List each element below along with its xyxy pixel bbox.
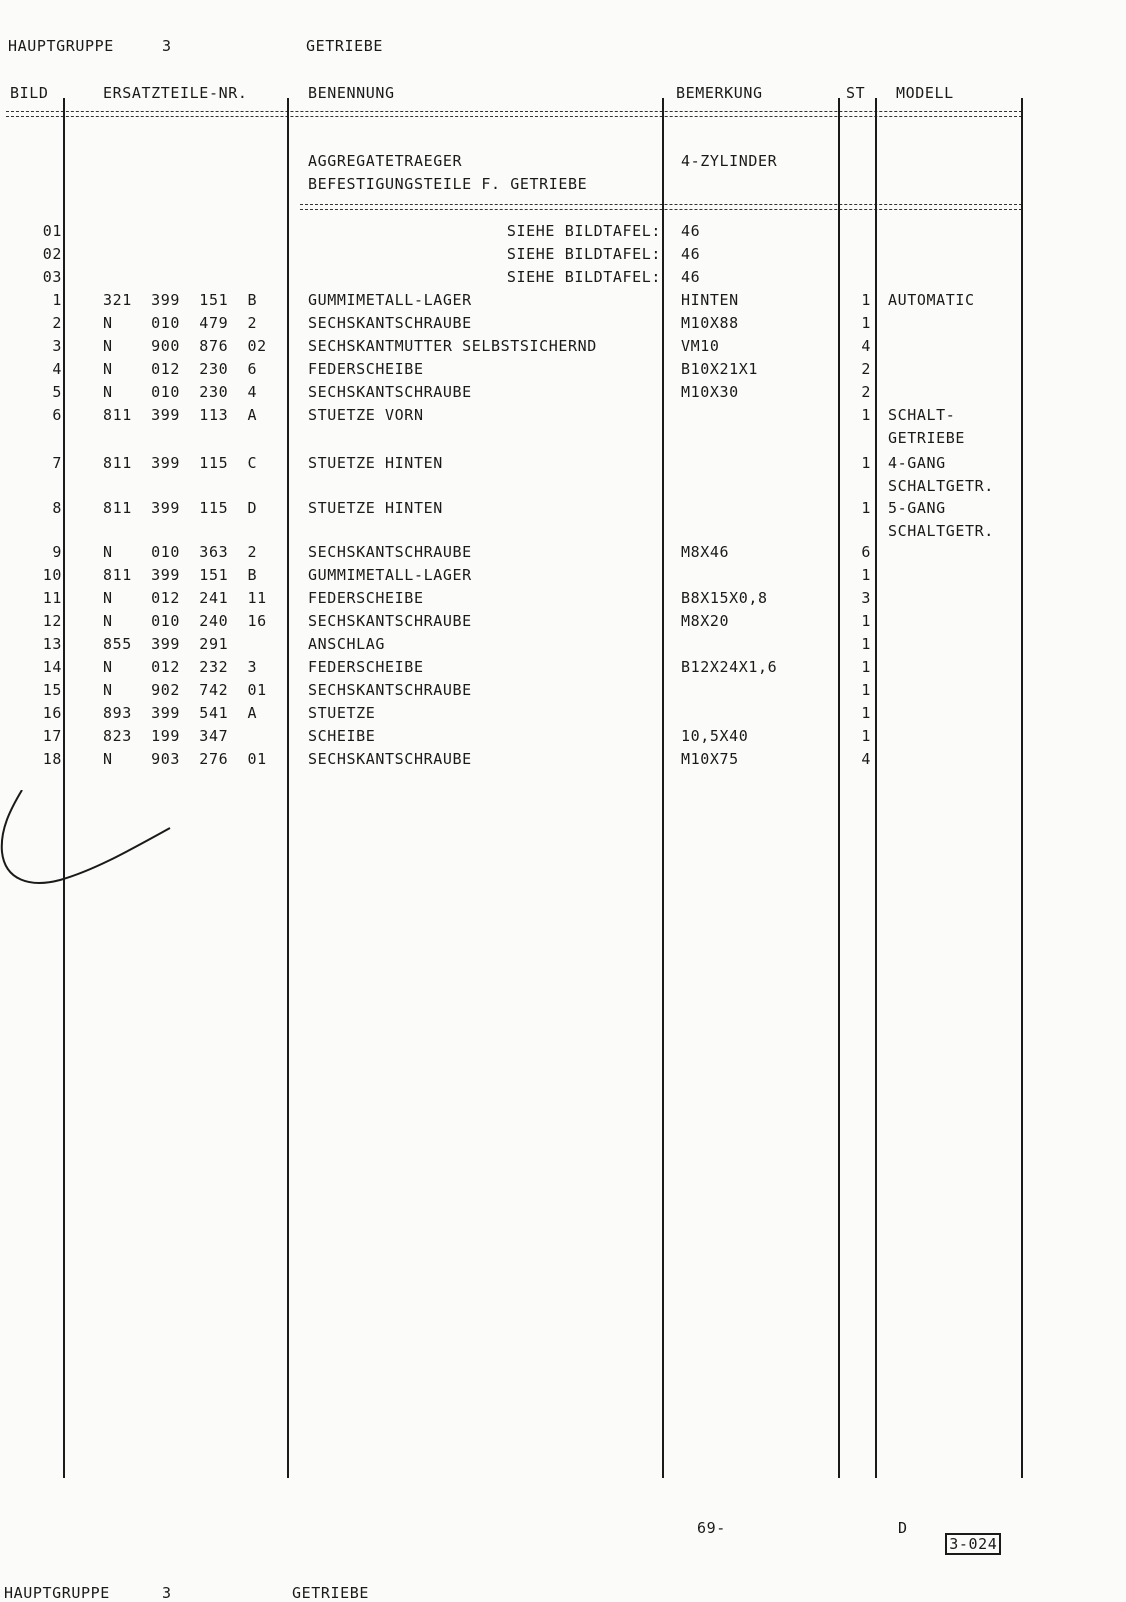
pen-scribble — [0, 790, 190, 900]
bild-number: 1 — [52, 291, 62, 309]
next-group-label: HAUPTGRUPPE — [4, 1584, 110, 1602]
part-qty: 1 — [861, 727, 871, 745]
bild-number: 16 — [42, 704, 62, 722]
part-qty: 1 — [861, 454, 871, 472]
col-header-description: BENENNUNG — [308, 84, 395, 102]
header-double-rule — [6, 111, 1022, 117]
part-qty: 4 — [861, 750, 871, 768]
part-number: N 010 479 2 — [103, 314, 258, 332]
part-number: N 900 876 02 — [103, 337, 267, 355]
part-qty: 2 — [861, 360, 871, 378]
part-description: SECHSKANTSCHRAUBE — [308, 681, 472, 699]
part-description: GUMMIMETALL-LAGER — [308, 566, 472, 584]
part-model: 5-GANG — [888, 499, 946, 517]
part-description: STUETZE — [308, 704, 376, 722]
part-number: 811 399 115 C — [103, 454, 258, 472]
group-name: GETRIEBE — [306, 37, 384, 55]
bild-number: 12 — [42, 612, 62, 630]
group-label: HAUPTGRUPPE — [8, 37, 114, 55]
bild-number: 8 — [52, 499, 62, 517]
ref-value: 46 — [681, 268, 701, 286]
part-number: N 012 232 3 — [103, 658, 258, 676]
part-description: FEDERSCHEIBE — [308, 589, 424, 607]
language-code: D — [898, 1519, 908, 1537]
bild-number: 11 — [42, 589, 62, 607]
bild-number: 01 — [42, 222, 62, 240]
part-number: N 903 276 01 — [103, 750, 267, 768]
bild-number: 5 — [52, 383, 62, 401]
part-remark: B12X24X1,6 — [681, 658, 778, 676]
part-description: SCHEIBE — [308, 727, 376, 745]
part-remark: M10X75 — [681, 750, 739, 768]
table-row — [0, 335, 1126, 358]
section-double-rule — [300, 204, 1022, 210]
part-model-line2: SCHALTGETR. — [888, 522, 994, 540]
table-row — [0, 587, 1126, 610]
ref-text: SIEHE BILDTAFEL: — [506, 268, 661, 286]
col-header-bild: BILD — [10, 84, 49, 102]
part-number: N 012 230 6 — [103, 360, 258, 378]
part-description: SECHSKANTMUTTER SELBSTSICHERND — [308, 337, 597, 355]
part-remark: 10,5X40 — [681, 727, 749, 745]
section-title-1: AGGREGATETRAEGER — [308, 152, 463, 170]
part-number: 321 399 151 B — [103, 291, 258, 309]
part-description: SECHSKANTSCHRAUBE — [308, 314, 472, 332]
table-row — [0, 702, 1126, 725]
part-number: 823 199 347 — [103, 727, 229, 745]
part-remark: B8X15X0,8 — [681, 589, 768, 607]
part-description: GUMMIMETALL-LAGER — [308, 291, 472, 309]
bild-number: 15 — [42, 681, 62, 699]
col-header-remark: BEMERKUNG — [676, 84, 763, 102]
part-qty: 1 — [861, 704, 871, 722]
ref-value: 46 — [681, 222, 701, 240]
part-description: SECHSKANTSCHRAUBE — [308, 543, 472, 561]
table-row — [0, 312, 1126, 335]
part-remark: M10X88 — [681, 314, 739, 332]
sheet-id: 3-024 — [945, 1533, 1001, 1555]
part-qty: 3 — [861, 589, 871, 607]
bild-number: 2 — [52, 314, 62, 332]
section-title-2: BEFESTIGUNGSTEILE F. GETRIEBE — [308, 175, 588, 193]
part-remark: M10X30 — [681, 383, 739, 401]
col-header-qty: ST — [846, 84, 866, 102]
table-row — [0, 541, 1126, 564]
ref-text: SIEHE BILDTAFEL: — [506, 222, 661, 240]
part-remark: M8X20 — [681, 612, 730, 630]
group-number: 3 — [162, 37, 172, 55]
table-row — [0, 656, 1126, 679]
table-row — [0, 610, 1126, 633]
part-remark: B10X21X1 — [681, 360, 759, 378]
part-number: 893 399 541 A — [103, 704, 258, 722]
section-remark: 4-ZYLINDER — [681, 152, 778, 170]
part-qty: 1 — [861, 681, 871, 699]
part-qty: 1 — [861, 291, 871, 309]
part-description: SECHSKANTSCHRAUBE — [308, 750, 472, 768]
page-number: 69- — [697, 1519, 726, 1537]
table-row — [0, 633, 1126, 656]
part-qty: 1 — [861, 406, 871, 424]
next-group-name: GETRIEBE — [292, 1584, 370, 1602]
part-qty: 1 — [861, 566, 871, 584]
bild-number: 4 — [52, 360, 62, 378]
part-number: 811 399 151 B — [103, 566, 258, 584]
part-model: AUTOMATIC — [888, 291, 975, 309]
part-model: 4-GANG — [888, 454, 946, 472]
part-description: STUETZE VORN — [308, 406, 424, 424]
part-remark: VM10 — [681, 337, 720, 355]
bild-number: 9 — [52, 543, 62, 561]
col-header-model: MODELL — [896, 84, 954, 102]
part-description: SECHSKANTSCHRAUBE — [308, 612, 472, 630]
part-number: N 010 230 4 — [103, 383, 258, 401]
bild-number: 02 — [42, 245, 62, 263]
part-description: STUETZE HINTEN — [308, 499, 443, 517]
table-row — [0, 725, 1126, 748]
part-qty: 6 — [861, 543, 871, 561]
part-qty: 1 — [861, 612, 871, 630]
table-row — [0, 289, 1126, 312]
ref-text: SIEHE BILDTAFEL: — [506, 245, 661, 263]
part-model-line2: GETRIEBE — [888, 429, 966, 447]
part-remark: HINTEN — [681, 291, 739, 309]
ref-row — [0, 220, 1126, 243]
part-number: N 010 240 16 — [103, 612, 267, 630]
table-row — [0, 748, 1126, 771]
part-remark: M8X46 — [681, 543, 730, 561]
part-qty: 4 — [861, 337, 871, 355]
part-number: 855 399 291 — [103, 635, 229, 653]
part-model-line2: SCHALTGETR. — [888, 477, 994, 495]
bild-number: 03 — [42, 268, 62, 286]
bild-number: 7 — [52, 454, 62, 472]
part-qty: 2 — [861, 383, 871, 401]
ref-value: 46 — [681, 245, 701, 263]
bild-number: 17 — [42, 727, 62, 745]
part-number: 811 399 115 D — [103, 499, 258, 517]
part-qty: 1 — [861, 314, 871, 332]
bild-number: 14 — [42, 658, 62, 676]
part-description: FEDERSCHEIBE — [308, 360, 424, 378]
table-row — [0, 497, 1126, 540]
part-qty: 1 — [861, 658, 871, 676]
bild-number: 18 — [42, 750, 62, 768]
table-row — [0, 564, 1126, 587]
part-number: N 010 363 2 — [103, 543, 258, 561]
part-number: N 012 241 11 — [103, 589, 267, 607]
part-qty: 1 — [861, 635, 871, 653]
bild-number: 13 — [42, 635, 62, 653]
bild-number: 10 — [42, 566, 62, 584]
table-row — [0, 404, 1126, 447]
col-header-part-no: ERSATZTEILE-NR. — [103, 84, 248, 102]
ref-row — [0, 266, 1126, 289]
part-model: SCHALT- — [888, 406, 956, 424]
next-group-number: 3 — [162, 1584, 172, 1602]
sheet-id-badge — [926, 1517, 1001, 1553]
part-description: FEDERSCHEIBE — [308, 658, 424, 676]
part-description: STUETZE HINTEN — [308, 454, 443, 472]
part-number: 811 399 113 A — [103, 406, 258, 424]
ref-row — [0, 243, 1126, 266]
part-number: N 902 742 01 — [103, 681, 267, 699]
bild-number: 6 — [52, 406, 62, 424]
part-qty: 1 — [861, 499, 871, 517]
part-description: ANSCHLAG — [308, 635, 386, 653]
table-row — [0, 358, 1126, 381]
part-description: SECHSKANTSCHRAUBE — [308, 383, 472, 401]
table-row — [0, 679, 1126, 702]
table-row — [0, 452, 1126, 495]
bild-number: 3 — [52, 337, 62, 355]
table-row — [0, 381, 1126, 404]
